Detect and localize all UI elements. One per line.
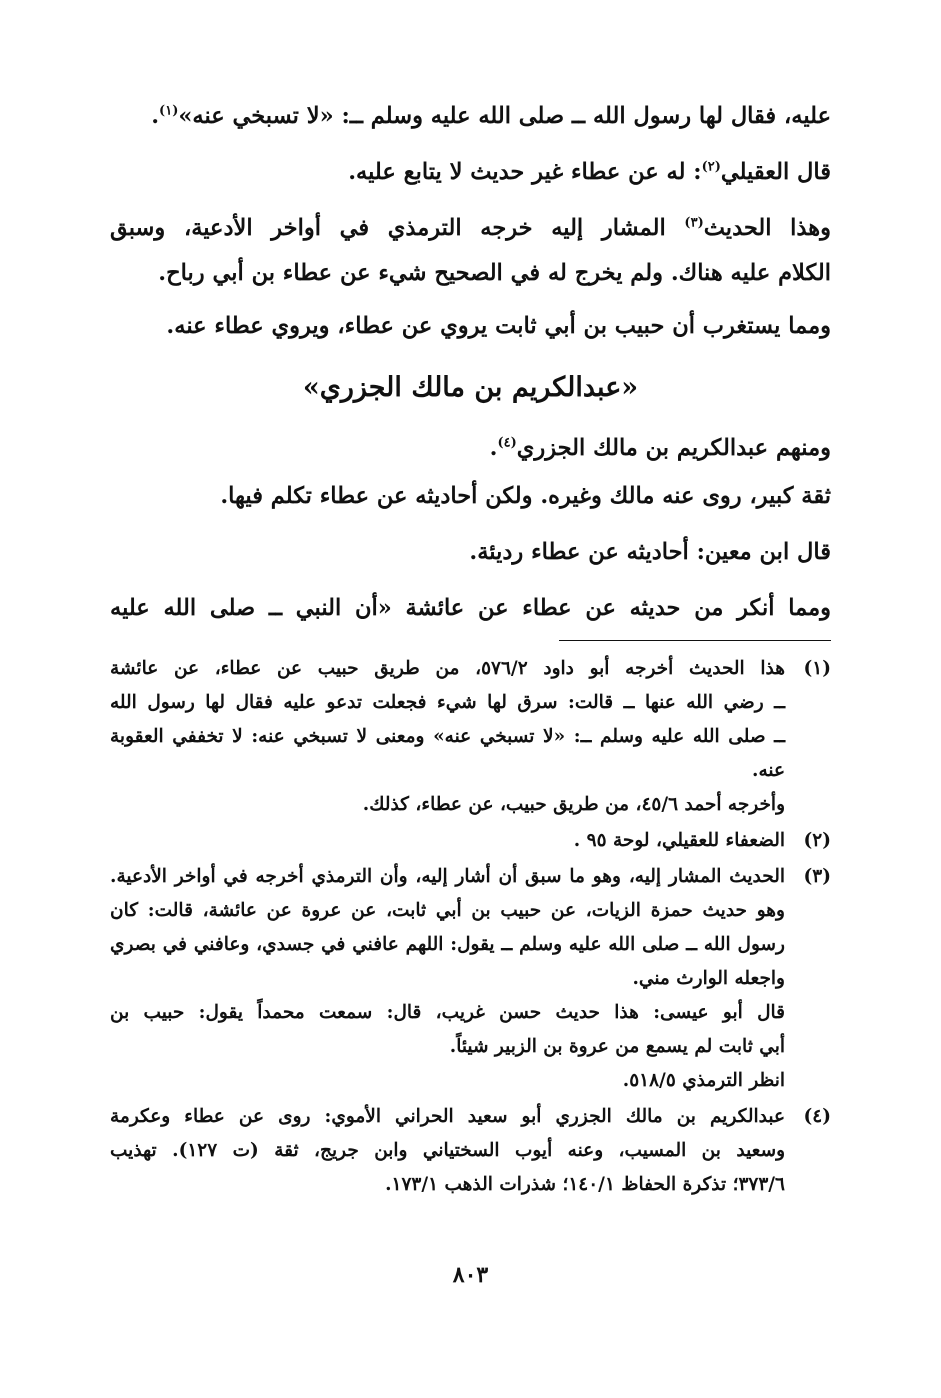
text-line-4: الكلام عليه هناك. ولم يخرج له في الصحيح شيء عن عطاء بن أبي رباح. [158,260,831,286]
text-line-5: ومما يستغرب أن حبيب بن أبي ثابت يروي عن عطاء، ويروي عطاء عنه. [166,313,831,339]
text-line-3: وهذا الحديث$^{(٣)}$ المشار إليه خرجه الترمذي في أواخر الأدعية، وسبق [110,215,831,241]
footnote-line: عنه. [752,760,785,781]
text-line-7: ثقة كبير، روى عنه مالك وغيره. ولكن أحاديثه عن عطاء تكلم فيها. [220,483,831,509]
footnote-line: عبدالكريم بن مالك الجزري أبو سعيد الحراني الأموي: روى عن عطاء وعكرمة [110,1106,785,1127]
footnotes-section [110,652,831,1204]
footnote-line: رسول الله ــ صلى الله عليه وسلم ــ يقول: اللهم عافني في جسدي، وعافني في بصري [110,934,785,955]
footnote-line: ــ رضي الله عنها ــ قالت: سرق لها شيء فجعلت تدعو عليه فقال لها رسول الله [110,692,785,713]
footnote-2 [110,824,831,858]
footnote-line: الضعفاء للعقيلي، لوحة ٩٥ . [573,830,785,851]
footnote-4 [110,1100,831,1202]
footnote-marker-2: (٢) [701,159,721,175]
footnote-line: ــ صلى الله عليه وسلم ــ: «لا تسبخي عنه» ومعنى لا تسبخي عنه: لا تخففي العقوبة [110,726,785,747]
text-line-9: ومما أنكر من حديثه عن عطاء عن عائشة «أن النبي ــ صلى الله عليه [110,595,831,621]
footnote-line: هذا الحديث أخرجه أبو داود ٥٧٦/٢، من طريق حبيب عن عطاء، عن عائشة [110,658,785,679]
text-line-2: قال العقيلي$^{(٢)}$: له عن عطاء غير حديث لا يتابع عليه. [348,159,831,185]
text-line-1: عليه، فقال لها رسول الله ــ صلى الله عليه وسلم ــ: «لا تسبخي عنه»$^{(١)}$. [151,103,831,129]
footnote-number: (٢) [803,830,831,851]
footnote-marker-3: (٣) [684,215,704,231]
footnote-line: واجعله الوارث مني. [632,968,785,989]
footnote-line: وهو حديث حمزة الزيات، عن حبيب بن أبي ثابت، عن عروة عن عائشة، قالت: كان [110,900,785,921]
footnote-number: (٣) [803,866,831,887]
footnote-marker-1: (١) [159,103,179,119]
footnote-separator [559,640,831,641]
footnote-line: قال أبو عيسى: هذا حديث حسن غريب، قال: سمعت محمداً يقول: حبيب بن [110,1002,785,1023]
main-text [110,92,831,632]
footnote-line: أبي ثابت لم يسمع من عروة بن الزبير شيئاً. [449,1036,785,1057]
footnote-number: (١) [803,658,831,679]
text-line-6: ومنهم عبدالكريم بن مالك الجزري$^{(٤)}$. [489,435,831,461]
footnote-1 [110,652,831,822]
footnote-3 [110,860,831,1098]
footnote-line: وأخرجه أحمد ٤٥/٦، من طريق حبيب، عن عطاء، كذلك. [362,794,785,815]
footnote-line: ٣٧٣/٦؛ تذكرة الحفاظ ١٤٠/١؛ شذرات الذهب ١٧٣/١. [385,1174,785,1195]
page-number: ٨٠٣ [452,1262,489,1288]
footnote-number: (٤) [803,1106,831,1127]
section-heading: «عبدالكريم بن مالك الجزري» [302,372,639,403]
footnote-line: انظر الترمذي ٥١٨/٥. [622,1070,785,1091]
footnote-line: الحديث المشار إليه، وهو ما سبق أن أشار إليه، وأن الترمذي أخرجه في أواخر الأدعية. [110,866,785,887]
footnote-marker-4: (٤) [497,435,517,451]
text-line-8: قال ابن معين: أحاديثه عن عطاء رديئة. [469,539,831,565]
footnote-line: وسعيد بن المسيب، وعنه أيوب السختياني وابن جريج، ثقة (ت ١٢٧). تهذيب [110,1140,786,1161]
